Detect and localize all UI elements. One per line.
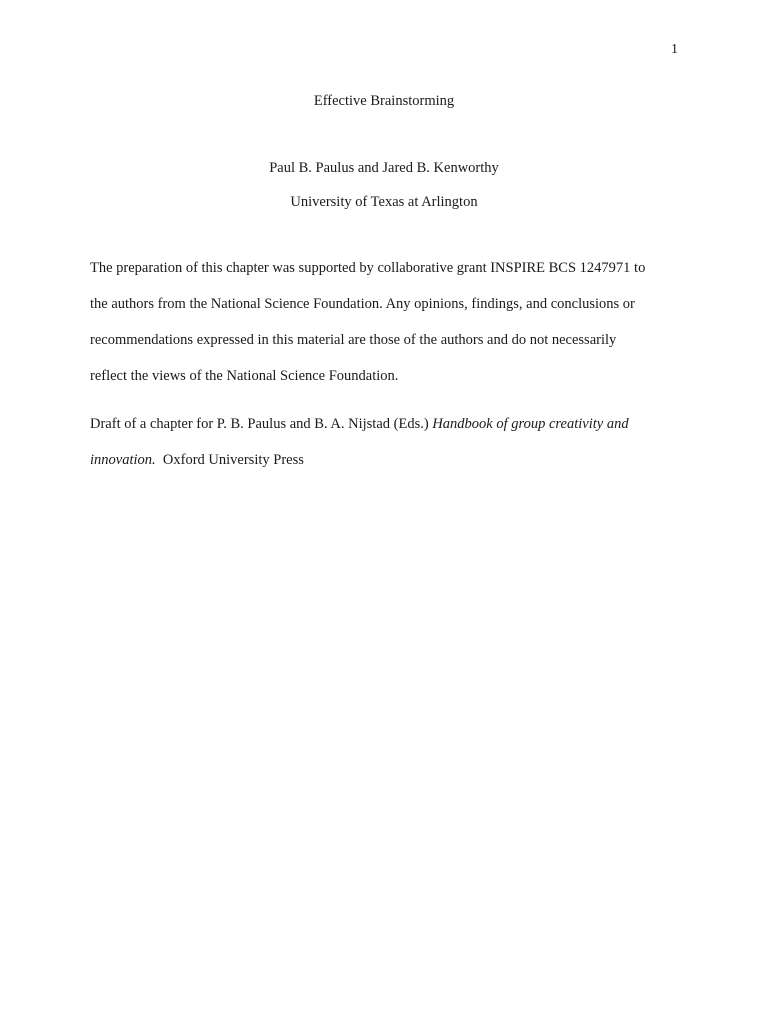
- draft-note-prefix: Draft of a chapter for P. B. Paulus and B. A. Nijstad (Eds.): [90, 416, 433, 432]
- author-names: Paul B. Paulus and Jared B. Kenworthy: [269, 160, 499, 176]
- document-title: Effective Brainstorming: [313, 93, 455, 109]
- acknowledgment-line: The preparation of this chapter was supported by collaborative grant INSPIRE BCS 1247971 to: [90, 260, 646, 276]
- acknowledgment-line: recommendations expressed in this material are those of the authors and do not necessarily: [90, 332, 617, 348]
- publisher: Oxford University Press: [155, 452, 304, 468]
- page-number: 1: [671, 42, 678, 57]
- draft-note-line: [90, 416, 629, 433]
- acknowledgment-line: the authors from the National Science Foundation. Any opinions, findings, and conclusions or: [90, 296, 635, 312]
- book-title-part: Handbook of group creativity and: [432, 416, 629, 432]
- author-affiliation: University of Texas at Arlington: [290, 194, 478, 210]
- draft-note-line: [90, 452, 304, 469]
- acknowledgment-line: reflect the views of the National Science Foundation.: [90, 368, 399, 384]
- book-title-part: innovation.: [90, 452, 156, 468]
